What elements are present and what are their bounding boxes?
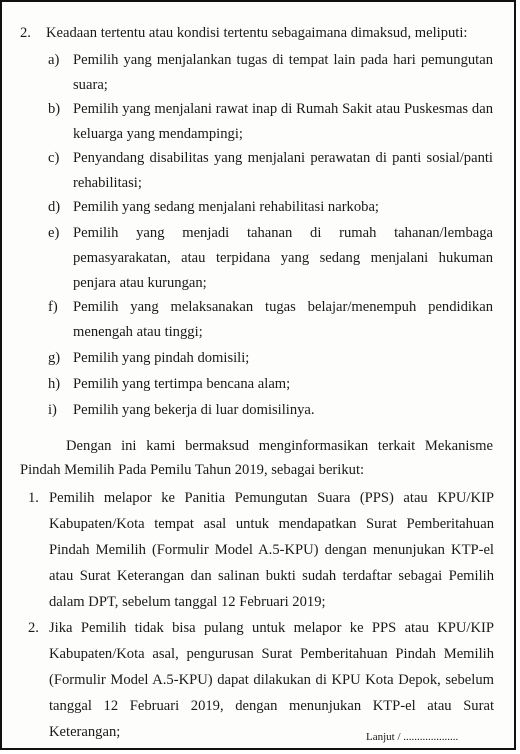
item-line: Pemilih yang menjalankan tugas di tempat lain pada hari pemungutan <box>73 52 493 68</box>
step-number: 2. <box>28 620 39 636</box>
intro-line: Dengan ini kami bermaksud menginformasikan terkait Mekanisme <box>66 438 493 454</box>
item-label: c) <box>48 150 60 166</box>
item-line: pemasyarakatan, atau terpidana yang sedang menjalani hukuman <box>73 250 493 266</box>
item-line: Pemilih yang tertimpa bencana alam; <box>73 376 291 392</box>
item-label: b) <box>48 101 61 117</box>
step-line: atau Surat Keterangan dan salinan bukti sudah terdaftar sebagai Pemilih <box>49 568 494 584</box>
item-line: Pemilih yang bekerja di luar domisilinya. <box>73 402 315 418</box>
item-label: a) <box>48 52 60 68</box>
item-line: Penyandang disabilitas yang menjalani perawatan di panti sosial/panti <box>73 150 493 166</box>
step-line: Kabupaten/Kota tempat asal untuk mendapatkan Surat Pemberitahuan <box>49 516 494 532</box>
item-line: menengah atau tinggi; <box>73 324 203 340</box>
step-number: 1. <box>28 490 39 506</box>
item-label: g) <box>48 350 61 366</box>
step-line: Kabupaten/Kota asal, pengurusan Surat Pemberitahuan Pindah Memilih <box>49 646 494 662</box>
item-line: Pemilih yang sedang menjalani rehabilitasi narkoba; <box>73 199 379 215</box>
item-line: Pemilih yang pindah domisili; <box>73 350 250 366</box>
item-label: e) <box>48 225 60 241</box>
item-label: i) <box>48 402 57 418</box>
step-line: Jika Pemilih tidak bisa pulang untuk melapor ke PPS atau KPU/KIP <box>49 620 494 636</box>
step-line: (Formulir Model A.5-KPU) dapat dilakukan di KPU Kota Depok, sebelum <box>49 672 494 688</box>
intro-line: Pindah Memilih Pada Pemilu Tahun 2019, sebagai berikut: <box>20 462 365 478</box>
section-number: 2. <box>20 25 31 41</box>
item-line: rehabilitasi; <box>73 175 142 191</box>
step-line: tanggal 12 Februari 2019, dengan menunjukan KTP-el atau Surat <box>49 698 494 714</box>
item-label: h) <box>48 376 61 392</box>
item-label: f) <box>48 299 58 315</box>
step-line: dalam DPT, sebelum tanggal 12 Februari 2019; <box>49 594 326 610</box>
section-heading: Keadaan tertentu atau kondisi tertentu sebagaimana dimaksud, meliputi: <box>46 25 468 41</box>
step-line: Pindah Memilih (Formulir Model A.5-KPU) dengan menunjukan KTP-el <box>49 542 494 558</box>
item-line: penjara atau kurungan; <box>73 275 207 291</box>
item-line: keluarga yang mendampingi; <box>73 126 243 142</box>
item-line: Pemilih yang menjalani rawat inap di Rumah Sakit atau Puskesmas dan <box>73 101 493 117</box>
item-line: suara; <box>73 77 108 93</box>
step-line: Pemilih melapor ke Panitia Pemungutan Suara (PPS) atau KPU/KIP <box>49 490 494 506</box>
item-line: Pemilih yang melaksanakan tugas belajar/menempuh pendidikan <box>73 299 493 315</box>
item-line: Pemilih yang menjadi tahanan di rumah tahanan/lembaga <box>73 225 493 241</box>
continued-marker: Lanjut / .................... <box>366 731 459 743</box>
item-label: d) <box>48 199 61 215</box>
step-line: Keterangan; <box>49 724 121 740</box>
